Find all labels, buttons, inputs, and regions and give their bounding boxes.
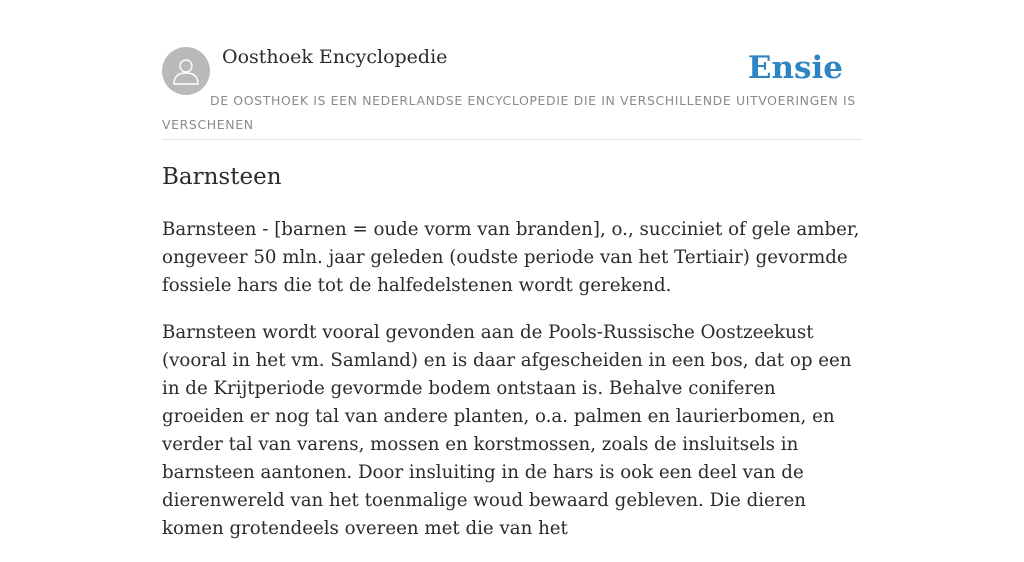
site-name-link[interactable]: Oosthoek Encyclopedie bbox=[222, 46, 448, 68]
article-title: Barnsteen bbox=[162, 164, 282, 190]
article-paragraph: Barnsteen - [barnen = oude vorm van branden], o., succiniet of gele amber, ongeveer 50 mln. jaar geleden (oudste periode van het Tertiair) gevormde fossiele hars die tot de halfedelstenen wordt gerekend. bbox=[162, 219, 860, 296]
site-tagline: DE OOSTHOEK IS EEN NEDERLANDSE ENCYCLOPEDIE DIE IN VERSCHILLENDE UITVOERINGEN IS VERSCHENEN bbox=[162, 93, 856, 132]
user-silhouette-icon bbox=[171, 56, 201, 86]
site-header bbox=[162, 0, 862, 140]
article-paragraph: Barnsteen wordt vooral gevonden aan de Pools-Russische Oostzeekust (vooral in het vm. Samland) en is daar afgescheiden in een bos, dat op een in de Krijtperiode gevormde bodem ontstaan is. Behalve coniferen groeiden er nog tal van andere planten, o.a. palmen en laurierbomen, en verder tal van varens, mossen en korstmossen, zoals de insluitsels in barnsteen aantonen. Door insluiting in de hars is ook een deel van de dierenwereld van het toenmalige woud bewaard gebleven. Die dieren komen grotendeels overeen met die van het bbox=[162, 322, 852, 539]
content-column bbox=[162, 0, 862, 539]
avatar[interactable] bbox=[162, 47, 210, 95]
article-body bbox=[162, 216, 862, 562]
brand-logo-link[interactable]: Ensie bbox=[747, 50, 843, 86]
